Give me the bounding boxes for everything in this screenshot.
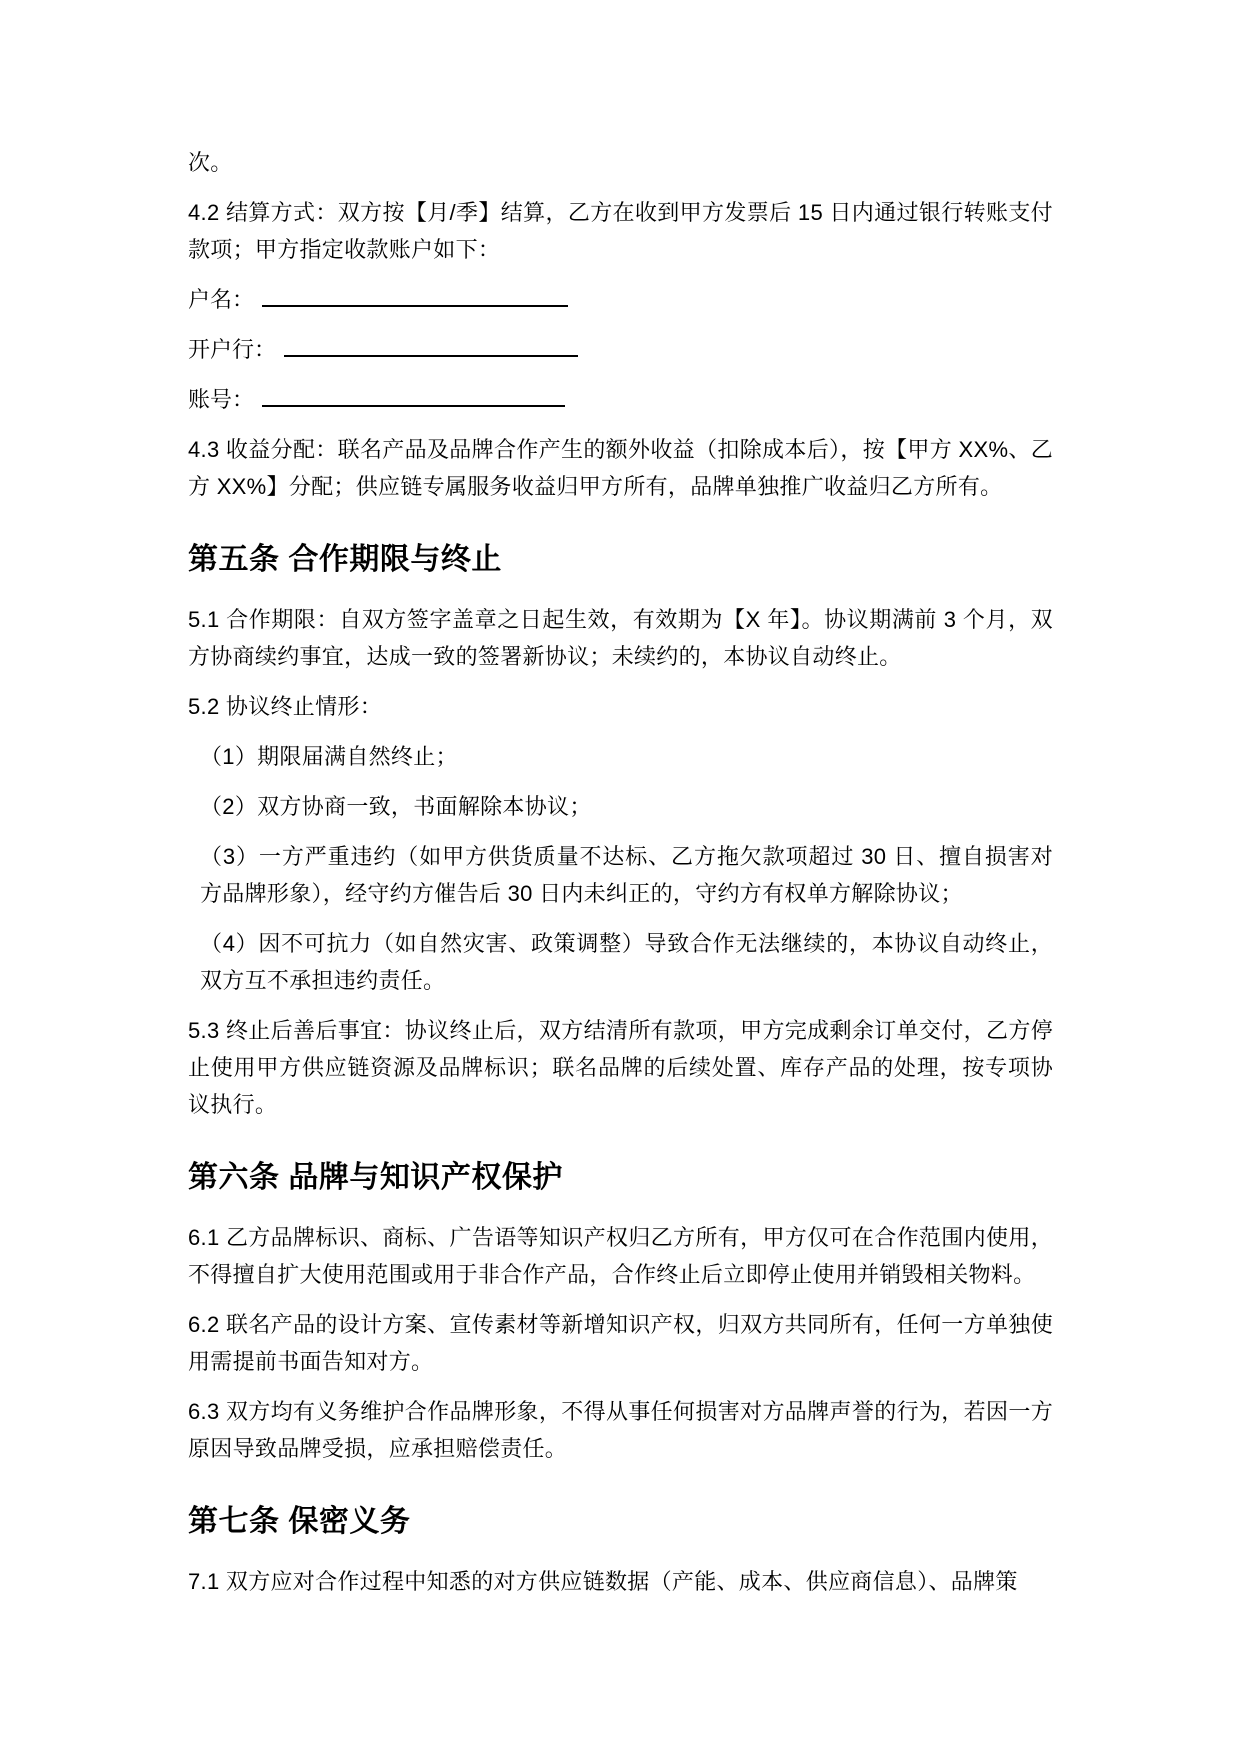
section-5-heading: 第五条 合作期限与终止 (188, 543, 502, 576)
account-number-label: 账号： (188, 387, 255, 412)
clause-6-2-joint-ip: 6.2 联名产品的设计方案、宣传素材等新增知识产权，归双方共同所有，任何一方单独使用需提前书面告知对方。 (188, 1312, 1053, 1374)
clause-6-1-ip-ownership: 6.1 乙方品牌标识、商标、广告语等知识产权归乙方所有，甲方仅可在合作范围内使用，不得擅自扩大使用范围或用于非合作产品，合作终止后立即停止使用并销毁相关物料。 (188, 1225, 1053, 1287)
termination-item-1: （1）期限届满自然终止； (200, 744, 458, 769)
section-7-heading: 第七条 保密义务 (188, 1505, 411, 1538)
termination-item-2: （2）双方协商一致，书面解除本协议； (200, 794, 592, 819)
account-number-row (188, 381, 1053, 418)
clause-4-3-revenue-sharing: 4.3 收益分配：联名产品及品牌合作产生的额外收益（扣除成本后），按【甲方 XX%、乙方 XX%】分配；供应链专属服务收益归甲方所有，品牌单独推广收益归乙方所有。 (188, 437, 1053, 499)
clause-7-1-confidentiality: 7.1 双方应对合作过程中知悉的对方供应链数据（产能、成本、供应商信息）、品牌策 (188, 1569, 1018, 1594)
clause-6-3-brand-protection: 6.3 双方均有义务维护合作品牌形象，不得从事任何损害对方品牌声誉的行为，若因一方原因导致品牌受损，应承担赔偿责任。 (188, 1399, 1053, 1461)
clause-4-2-settlement: 4.2 结算方式：双方按【月/季】结算，乙方在收到甲方发票后 15 日内通过银行转账支付款项；甲方指定收款账户如下： (188, 200, 1053, 262)
bank-branch-blank-field (284, 331, 578, 357)
clause-5-2-termination-intro: 5.2 协议终止情形： (188, 694, 382, 719)
bank-branch-label: 开户行： (188, 337, 277, 362)
clause-5-3-post-termination: 5.3 终止后善后事宜：协议终止后，双方结清所有款项，甲方完成剩余订单交付，乙方停止使用甲方供应链资源及品牌标识；联名品牌的后续处置、库存产品的处理，按专项协议执行。 (188, 1018, 1053, 1117)
clause-5-1-term: 5.1 合作期限：自双方签字盖章之日起生效，有效期为【X 年】。协议期满前 3 个月，双方协商续约事宜，达成一致的签署新协议；未续约的，本协议自动终止。 (188, 607, 1053, 669)
termination-item-4: （4）因不可抗力（如自然灾害、政策调整）导致合作无法继续的，本协议自动终止，双方互不承担违约责任。 (200, 931, 1053, 993)
account-name-blank-field (262, 281, 568, 307)
bank-account-name-row (188, 281, 1053, 318)
termination-item-3: （3）一方严重违约（如甲方供货质量不达标、乙方拖欠款项超过 30 日、擅自损害对方品牌形象），经守约方催告后 30 日内未纠正的，守约方有权单方解除协议； (200, 844, 1053, 906)
account-number-blank-field (262, 381, 565, 407)
carryover-paragraph-tail: 次。 (188, 150, 233, 175)
account-name-label: 户名： (188, 287, 255, 312)
bank-branch-row (188, 331, 1053, 368)
section-6-heading: 第六条 品牌与知识产权保护 (188, 1161, 563, 1194)
